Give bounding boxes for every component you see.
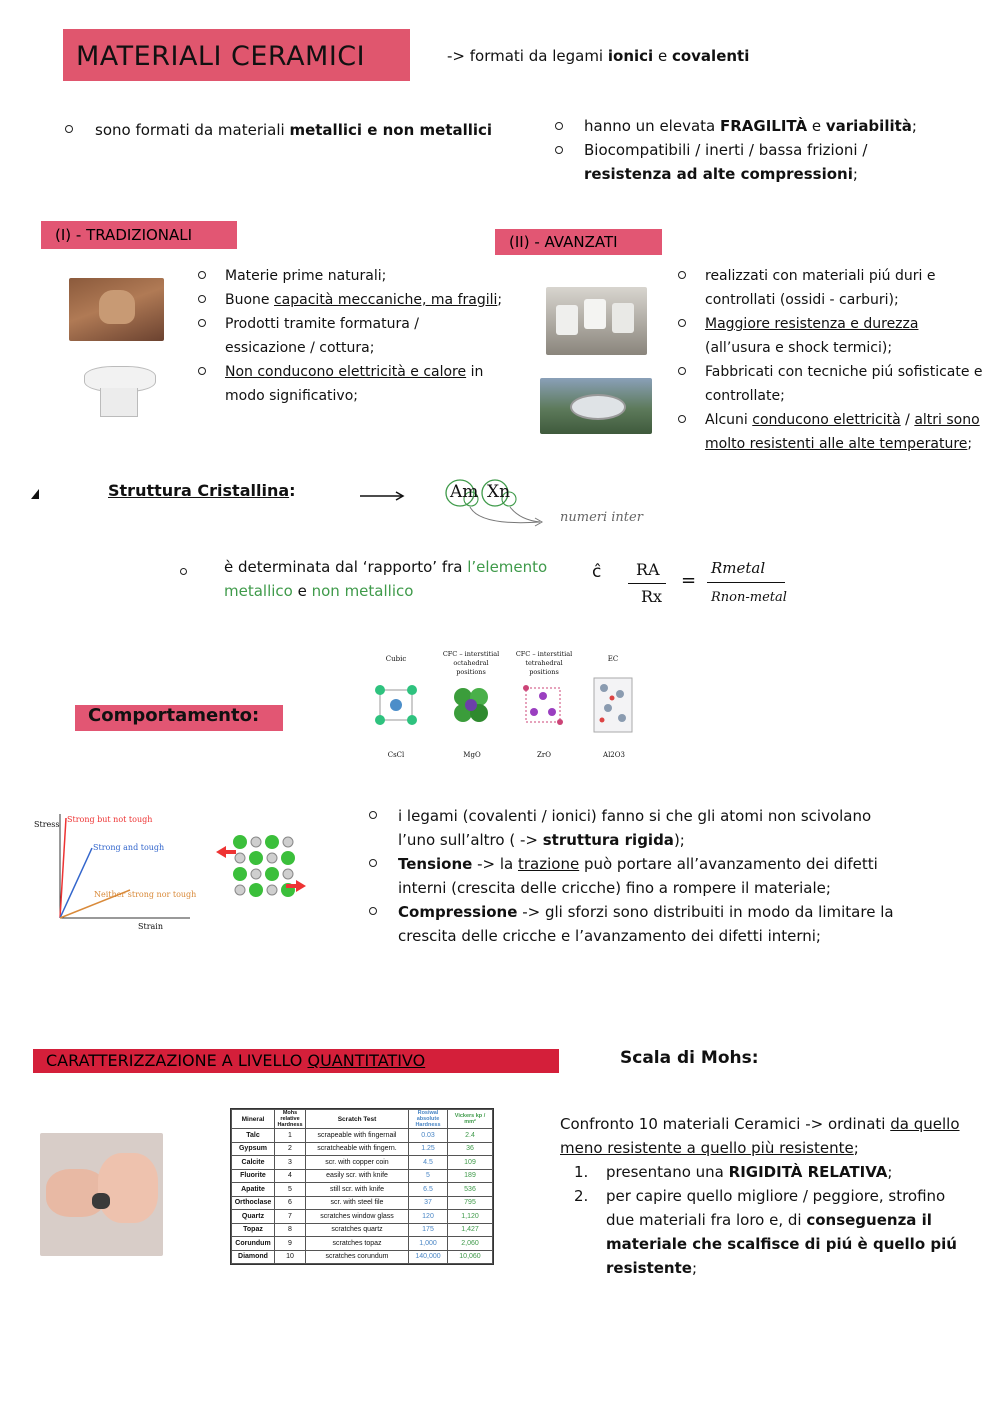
bidet-photo [82,352,157,418]
table-row [232,1129,493,1143]
cell: Talc [232,1129,275,1143]
advanced-label: (II) - AVANZATI [509,233,618,251]
cell: Topaz [232,1223,275,1237]
cell: 6.5 [409,1183,448,1197]
cell: 10 [275,1250,306,1264]
mohs-num: 1. [574,1163,589,1181]
cell: scrapeable with fingernail [306,1129,409,1143]
bullet [198,271,206,279]
column-header: Vickers kp / mm² [448,1110,493,1129]
intro-left: sono formati da materiali metallici e non metallici [95,121,493,139]
cell: 795 [448,1196,493,1210]
bullet [555,146,563,154]
ratio-num: RA [636,560,660,579]
cell: scr. with copper coin [306,1156,409,1170]
fraction-line [628,583,666,584]
ratio-symbol: ĉ [592,562,602,582]
graph-series-label: Strong but not tough [67,815,153,824]
mohs-list: presentano una RIGIDITÀ RELATIVA; per capire quello migliore / peggiore, strofino due materiali fra loro e, di conseguenza il materiale che scalfisce di piú è quello piú resistente; [606,1163,957,1277]
cell: 36 [448,1142,493,1156]
cell: 9 [275,1237,306,1251]
cell: 175 [409,1223,448,1237]
cell: Fluorite [232,1169,275,1183]
bullet [198,319,206,327]
corner-mark-icon [31,489,39,499]
bullet [180,568,187,575]
cell: 189 [448,1169,493,1183]
crystal-label-top: CFC – interstitial octahedral positions [442,650,500,676]
cell: 2 [275,1142,306,1156]
hands-photo [40,1133,163,1256]
crystal-label-bottom: Al2O3 [603,751,625,759]
structure-desc: è determinata dal ‘rapporto’ fra l’elemento metallico e non metallico [224,558,548,600]
bullet [198,367,206,375]
cell: 1,000 [409,1237,448,1251]
cell: scratcheable with fingern. [306,1142,409,1156]
mohs-table-wrap [230,1108,494,1265]
cell: 3 [275,1156,306,1170]
ratio-eq: = [681,570,697,591]
cell: 37 [409,1196,448,1210]
formula-a: Am [450,482,479,502]
crystal-label-bottom: ZrO [537,751,551,759]
bullet [678,367,686,375]
crystal-zro [520,682,568,728]
formula-x: Xn [487,482,511,502]
cell: Apatite [232,1183,275,1197]
cell: 4 [275,1169,306,1183]
mohs-table [231,1109,493,1264]
table-row [232,1156,493,1170]
cell: 1 [275,1129,306,1143]
table-row [232,1169,493,1183]
cell: 2.4 [448,1129,493,1143]
cell: Quartz [232,1210,275,1224]
traditional-list: Materie prime naturali; Buone capacità meccaniche, ma fragili; Prodotti tramite formatura / essicazione / cottura; Non conducono elettricità e calore in modo significativo; [225,268,503,404]
crystal-cscl [372,682,420,728]
cell: 140,000 [409,1250,448,1264]
mohs-title: Scala di Mohs: [620,1048,759,1068]
crystal-label-top: Cubic [385,655,407,663]
column-header: Mohs relative Hardness [275,1110,306,1129]
cell: 1.25 [409,1142,448,1156]
table-header-row [232,1110,493,1129]
bullet [678,319,686,327]
cell: 109 [448,1156,493,1170]
graph-series-label: Strong and tough [93,843,165,852]
cell: 4.5 [409,1156,448,1170]
subtitle: -> formati da legami ionici e covalenti [447,47,750,65]
crystal-label-bottom: MgO [463,751,481,759]
advanced-list: realizzati con materiali piú duri e controllati (ossidi - carburi); Maggiore resistenza e durezza (all’usura e shock termici); Fabbricati con tecniche piú sofisticate e controllate; Alcuni conducono elettricità / altri sono molto resistenti alle alte temperature; [705,268,983,452]
structure-label: Struttura Cristallina: [108,481,296,500]
cell: still scr. with knife [306,1183,409,1197]
cell: Corundum [232,1237,275,1251]
bullet [678,271,686,279]
traditional-label: (I) - TRADIZIONALI [55,226,193,244]
crystal-label-bottom: CsCl [387,751,405,759]
cell: Diamond [232,1250,275,1264]
ceramic-parts-photo [546,287,647,355]
cell: 7 [275,1210,306,1224]
bullet [369,859,377,867]
quant-label: CARATTERIZZAZIONE A LIVELLO QUANTITATIVO [46,1051,426,1070]
cell: 120 [409,1210,448,1224]
cell: 536 [448,1183,493,1197]
cell: 6 [275,1196,306,1210]
cell: scratches corundum [306,1250,409,1264]
cell: scratches quartz [306,1223,409,1237]
ratio-den: Rx [641,587,663,606]
ionic-lattice-diagram [212,830,308,908]
page-title: MATERIALI CERAMICI [76,41,366,72]
cell: Calcite [232,1156,275,1170]
bullet [369,811,377,819]
table-row [232,1250,493,1264]
mohs-desc: Confronto 10 materiali Ceramici -> ordinati da quello meno resistente a quello più resistente; [560,1115,960,1157]
bullet [369,907,377,915]
intro-right: hanno un elevata FRAGILITÀ e variabilità; Biocompatibili / inerti / bassa frizioni / resistenza ad alte compressioni; [584,117,917,183]
cell: 2,060 [448,1237,493,1251]
cell: 10,060 [448,1250,493,1264]
cell: 0.03 [409,1129,448,1143]
cell: 5 [275,1183,306,1197]
cell: Orthoclase [232,1196,275,1210]
cell: scratches topaz [306,1237,409,1251]
graph-y-label: Stress [34,820,60,829]
crystal-mgo [448,682,494,728]
table-row [232,1223,493,1237]
table-row [232,1142,493,1156]
bullet [65,125,73,133]
graph-x-label: Strain [138,922,163,931]
ratio-rnum: Rmetal [711,559,766,577]
behaviour-list: i legami (covalenti / ionici) fanno si che gli atomi non scivolano l’uno sull’altro ( -> struttura rigida); Tensione -> la trazione può portare all’avanzamento dei difetti interni (crescita delle cricche) fino a rompere il materiale; Compressione -> gli sforzi sono distribuiti in modo da limitare la crescita delle cricche e l’avanzamento dei difetti interni; [398,807,894,945]
cell: Gypsum [232,1142,275,1156]
pottery-photo [69,278,164,341]
ratio-rden: Rnon-metal [711,590,787,605]
column-header: Rosiwal absolute Hardness [409,1110,448,1129]
fraction-line [707,582,785,583]
table-row [232,1183,493,1197]
cell: scr. with steel file [306,1196,409,1210]
facility-photo [540,378,652,434]
crystal-al2o3 [590,674,636,736]
graph-series-label: Neither strong nor tough [94,890,197,899]
arrow-icon [358,488,408,502]
table-row [232,1210,493,1224]
cell: 8 [275,1223,306,1237]
cell: scratches window glass [306,1210,409,1224]
column-header: Mineral [232,1110,275,1129]
crystal-label-top: EC [607,655,619,663]
integer-note: numeri inter [560,510,643,525]
behaviour-label: Comportamento: [88,705,260,726]
mohs-num: 2. [574,1187,589,1205]
table-row [232,1237,493,1251]
bullet [678,415,686,423]
crystal-label-top: CFC – interstitial tetrahedral positions [515,650,573,676]
cell: 5 [409,1169,448,1183]
bullet [198,295,206,303]
column-header: Scratch Test [306,1110,409,1129]
cell: easily scr. with knife [306,1169,409,1183]
table-row [232,1196,493,1210]
bullet [555,122,563,130]
cell: 1,120 [448,1210,493,1224]
cell: 1,427 [448,1223,493,1237]
